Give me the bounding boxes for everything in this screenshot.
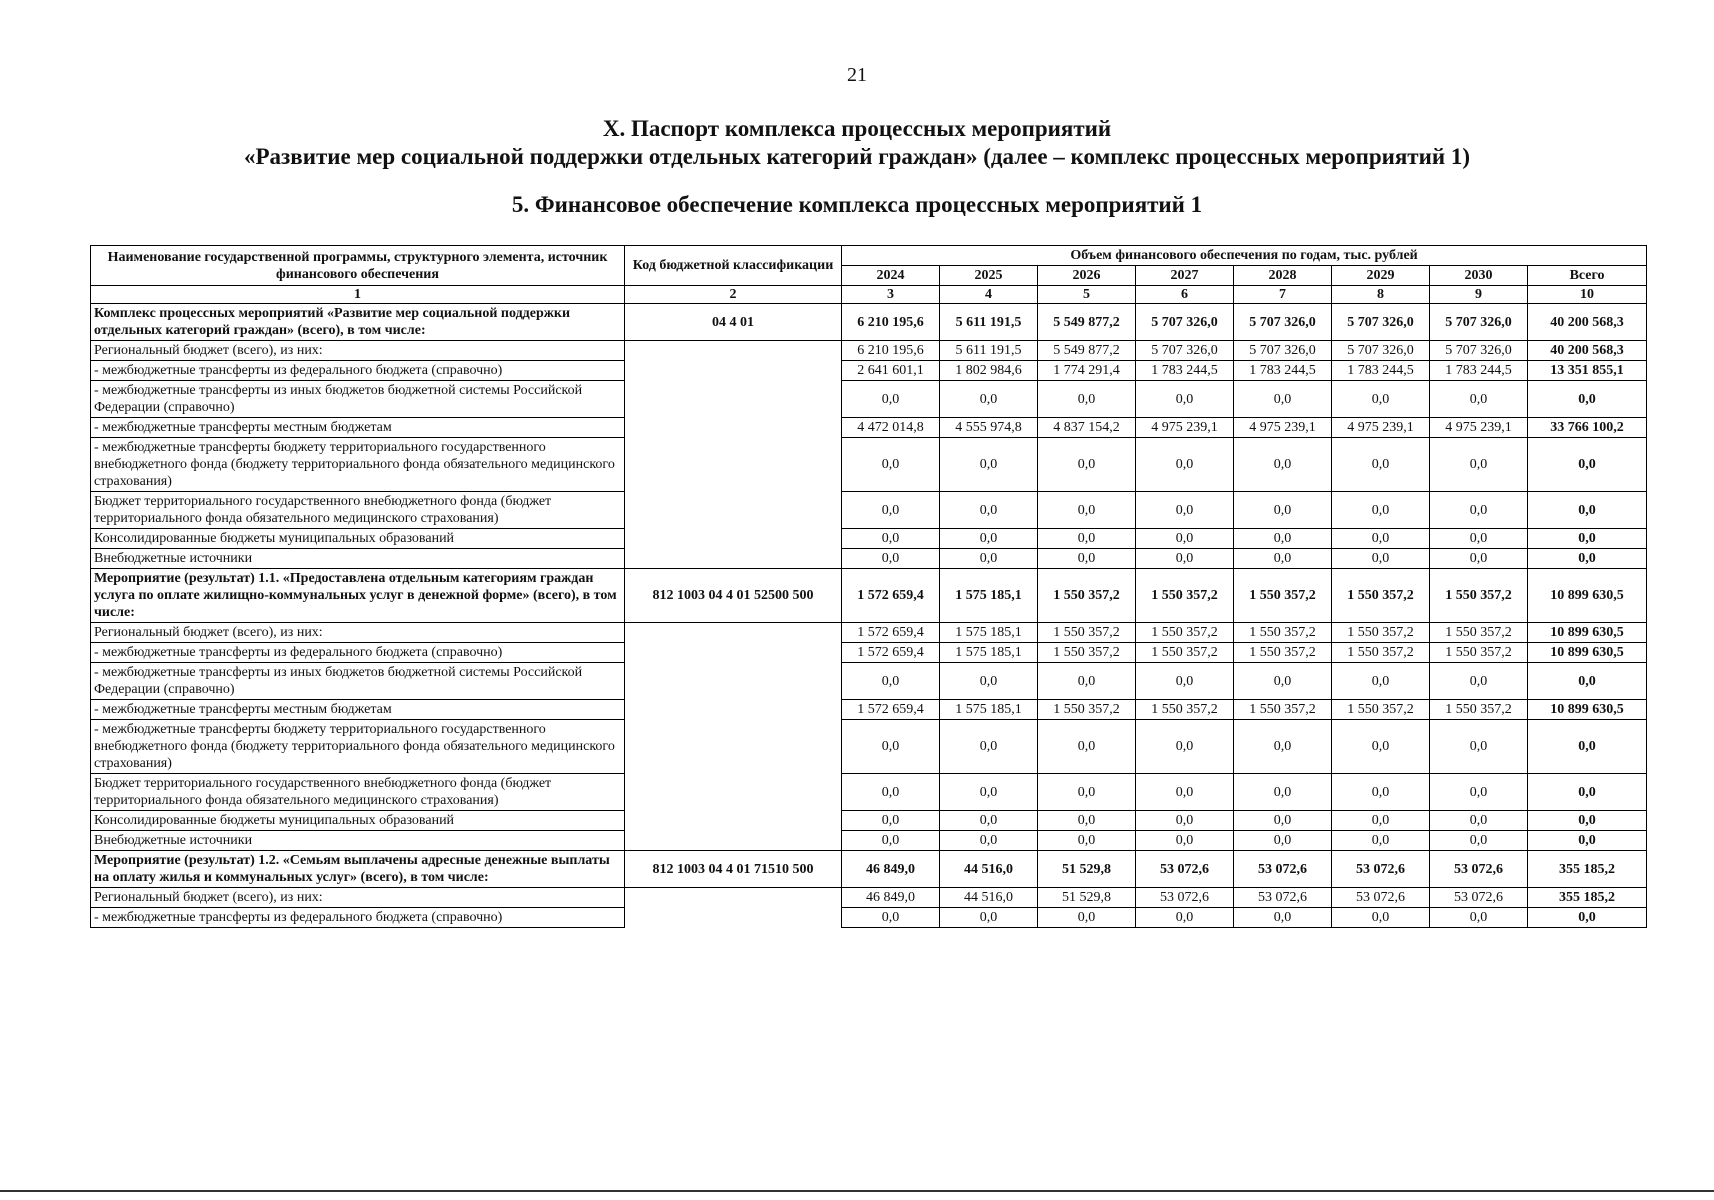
row-value: 0,0 bbox=[1430, 492, 1528, 529]
row-value: 0,0 bbox=[1136, 492, 1234, 529]
row-code bbox=[625, 438, 842, 492]
header-year: 2028 bbox=[1234, 266, 1332, 286]
row-total: 0,0 bbox=[1528, 831, 1647, 851]
row-value: 1 550 357,2 bbox=[1038, 623, 1136, 643]
row-value: 0,0 bbox=[842, 492, 940, 529]
row-total: 0,0 bbox=[1528, 908, 1647, 928]
row-total: 355 185,2 bbox=[1528, 851, 1647, 888]
row-value: 1 783 244,5 bbox=[1234, 361, 1332, 381]
row-value: 0,0 bbox=[1136, 831, 1234, 851]
table-row bbox=[91, 623, 1647, 643]
row-value: 0,0 bbox=[940, 831, 1038, 851]
table-row bbox=[91, 851, 1647, 888]
row-value: 0,0 bbox=[1136, 908, 1234, 928]
row-value: 0,0 bbox=[1136, 549, 1234, 569]
row-value: 1 783 244,5 bbox=[1332, 361, 1430, 381]
row-value: 1 550 357,2 bbox=[1234, 700, 1332, 720]
table-row bbox=[91, 831, 1647, 851]
table-row bbox=[91, 908, 1647, 928]
row-value: 0,0 bbox=[842, 908, 940, 928]
row-value: 1 550 357,2 bbox=[1234, 643, 1332, 663]
row-code bbox=[625, 700, 842, 720]
row-value: 4 975 239,1 bbox=[1234, 418, 1332, 438]
row-code bbox=[625, 908, 842, 928]
row-total: 0,0 bbox=[1528, 774, 1647, 811]
table-row bbox=[91, 888, 1647, 908]
row-code bbox=[625, 663, 842, 700]
table-row bbox=[91, 549, 1647, 569]
row-value: 0,0 bbox=[1234, 381, 1332, 418]
row-value: 6 210 195,6 bbox=[842, 341, 940, 361]
table-row bbox=[91, 341, 1647, 361]
row-value: 0,0 bbox=[940, 774, 1038, 811]
row-value: 0,0 bbox=[1430, 720, 1528, 774]
row-total: 33 766 100,2 bbox=[1528, 418, 1647, 438]
table-body bbox=[91, 304, 1647, 928]
column-number: 8 bbox=[1332, 286, 1430, 304]
row-value: 46 849,0 bbox=[842, 888, 940, 908]
row-value: 44 516,0 bbox=[940, 888, 1038, 908]
row-value: 5 611 191,5 bbox=[940, 304, 1038, 341]
row-value: 1 550 357,2 bbox=[1332, 569, 1430, 623]
row-value: 5 707 326,0 bbox=[1332, 341, 1430, 361]
finance-table bbox=[90, 245, 1647, 928]
row-value: 0,0 bbox=[1430, 438, 1528, 492]
row-code bbox=[625, 492, 842, 529]
row-value: 0,0 bbox=[842, 720, 940, 774]
row-value: 53 072,6 bbox=[1234, 888, 1332, 908]
row-value: 1 572 659,4 bbox=[842, 623, 940, 643]
table-row bbox=[91, 529, 1647, 549]
row-code bbox=[625, 811, 842, 831]
row-value: 1 550 357,2 bbox=[1038, 569, 1136, 623]
row-value: 1 550 357,2 bbox=[1332, 700, 1430, 720]
row-value: 5 707 326,0 bbox=[1430, 304, 1528, 341]
row-total: 10 899 630,5 bbox=[1528, 643, 1647, 663]
row-value: 0,0 bbox=[1332, 663, 1430, 700]
row-code bbox=[625, 831, 842, 851]
row-total: 0,0 bbox=[1528, 549, 1647, 569]
row-value: 0,0 bbox=[1038, 529, 1136, 549]
row-total: 0,0 bbox=[1528, 438, 1647, 492]
row-total: 0,0 bbox=[1528, 663, 1647, 700]
page-edge-line bbox=[0, 1190, 1714, 1192]
header-code: Код бюджетной классификации bbox=[625, 246, 842, 286]
row-value: 0,0 bbox=[1136, 438, 1234, 492]
header-year: 2027 bbox=[1136, 266, 1234, 286]
row-value: 0,0 bbox=[1234, 492, 1332, 529]
row-value: 0,0 bbox=[1234, 663, 1332, 700]
row-name: Региональный бюджет (всего), из них: bbox=[91, 888, 625, 908]
row-value: 4 975 239,1 bbox=[1332, 418, 1430, 438]
row-value: 1 783 244,5 bbox=[1430, 361, 1528, 381]
row-value: 1 802 984,6 bbox=[940, 361, 1038, 381]
row-value: 5 549 877,2 bbox=[1038, 304, 1136, 341]
header-year: 2030 bbox=[1430, 266, 1528, 286]
row-value: 5 611 191,5 bbox=[940, 341, 1038, 361]
row-code bbox=[625, 529, 842, 549]
row-value: 0,0 bbox=[1332, 831, 1430, 851]
row-name: Мероприятие (результат) 1.1. «Предоставлена отдельным категориям граждан услуга по оплате жилищно-коммунальных услуг в денежной форме» (всего), в том числе: bbox=[91, 569, 625, 623]
row-value: 53 072,6 bbox=[1332, 888, 1430, 908]
row-total: 0,0 bbox=[1528, 529, 1647, 549]
row-value: 0,0 bbox=[842, 529, 940, 549]
row-code: 04 4 01 bbox=[625, 304, 842, 341]
row-value: 0,0 bbox=[1430, 811, 1528, 831]
table-row bbox=[91, 811, 1647, 831]
row-value: 1 575 185,1 bbox=[940, 623, 1038, 643]
row-name: Региональный бюджет (всего), из них: bbox=[91, 341, 625, 361]
row-value: 0,0 bbox=[842, 438, 940, 492]
row-name: - межбюджетные трансферты из федерального бюджета (справочно) bbox=[91, 643, 625, 663]
row-value: 53 072,6 bbox=[1332, 851, 1430, 888]
page-number: 21 bbox=[847, 64, 867, 86]
row-value: 1 572 659,4 bbox=[842, 569, 940, 623]
row-code bbox=[625, 623, 842, 643]
row-name: Мероприятие (результат) 1.2. «Семьям выплачены адресные денежные выплаты на оплату жилья и коммунальных услуг» (всего), в том числе: bbox=[91, 851, 625, 888]
header-year: 2026 bbox=[1038, 266, 1136, 286]
row-value: 0,0 bbox=[1234, 720, 1332, 774]
row-value: 0,0 bbox=[940, 908, 1038, 928]
row-value: 5 707 326,0 bbox=[1136, 341, 1234, 361]
row-value: 1 550 357,2 bbox=[1430, 700, 1528, 720]
row-value: 1 550 357,2 bbox=[1234, 623, 1332, 643]
row-value: 0,0 bbox=[1234, 774, 1332, 811]
column-number: 3 bbox=[842, 286, 940, 304]
row-value: 0,0 bbox=[1234, 549, 1332, 569]
row-value: 1 550 357,2 bbox=[1136, 700, 1234, 720]
row-value: 5 707 326,0 bbox=[1234, 304, 1332, 341]
table-row bbox=[91, 700, 1647, 720]
row-value: 0,0 bbox=[1038, 908, 1136, 928]
row-value: 4 975 239,1 bbox=[1136, 418, 1234, 438]
row-value: 0,0 bbox=[842, 774, 940, 811]
row-value: 1 550 357,2 bbox=[1136, 623, 1234, 643]
row-code bbox=[625, 381, 842, 418]
table-row bbox=[91, 569, 1647, 623]
row-value: 0,0 bbox=[1234, 908, 1332, 928]
row-value: 0,0 bbox=[940, 720, 1038, 774]
row-value: 0,0 bbox=[1332, 529, 1430, 549]
row-value: 44 516,0 bbox=[940, 851, 1038, 888]
row-name: - межбюджетные трансферты из федерального бюджета (справочно) bbox=[91, 361, 625, 381]
row-value: 1 550 357,2 bbox=[1430, 623, 1528, 643]
column-number: 1 bbox=[91, 286, 625, 304]
row-value: 0,0 bbox=[1430, 381, 1528, 418]
column-number: 5 bbox=[1038, 286, 1136, 304]
row-value: 0,0 bbox=[842, 663, 940, 700]
row-value: 0,0 bbox=[1136, 381, 1234, 418]
row-name: - межбюджетные трансферты местным бюджетам bbox=[91, 418, 625, 438]
row-name: - межбюджетные трансферты из иных бюджетов бюджетной системы Российской Федерации (справочно) bbox=[91, 381, 625, 418]
row-value: 5 707 326,0 bbox=[1234, 341, 1332, 361]
row-value: 1 550 357,2 bbox=[1430, 569, 1528, 623]
row-name: - межбюджетные трансферты местным бюджетам bbox=[91, 700, 625, 720]
row-value: 0,0 bbox=[1038, 774, 1136, 811]
row-value: 6 210 195,6 bbox=[842, 304, 940, 341]
row-value: 53 072,6 bbox=[1136, 851, 1234, 888]
row-total: 40 200 568,3 bbox=[1528, 304, 1647, 341]
header-total: Всего bbox=[1528, 266, 1647, 286]
table-row bbox=[91, 720, 1647, 774]
row-value: 0,0 bbox=[1136, 720, 1234, 774]
row-value: 0,0 bbox=[940, 381, 1038, 418]
row-code bbox=[625, 643, 842, 663]
row-name: - межбюджетные трансферты из иных бюджетов бюджетной системы Российской Федерации (справочно) bbox=[91, 663, 625, 700]
row-value: 0,0 bbox=[842, 811, 940, 831]
table-row bbox=[91, 304, 1647, 341]
row-value: 1 550 357,2 bbox=[1234, 569, 1332, 623]
row-value: 0,0 bbox=[1430, 663, 1528, 700]
row-code bbox=[625, 418, 842, 438]
row-code bbox=[625, 341, 842, 361]
row-value: 0,0 bbox=[1430, 831, 1528, 851]
row-value: 1 783 244,5 bbox=[1136, 361, 1234, 381]
column-number: 9 bbox=[1430, 286, 1528, 304]
row-value: 53 072,6 bbox=[1234, 851, 1332, 888]
row-value: 0,0 bbox=[842, 549, 940, 569]
row-name: Внебюджетные источники bbox=[91, 831, 625, 851]
row-value: 0,0 bbox=[1234, 438, 1332, 492]
row-total: 13 351 855,1 bbox=[1528, 361, 1647, 381]
row-value: 1 774 291,4 bbox=[1038, 361, 1136, 381]
row-value: 4 975 239,1 bbox=[1430, 418, 1528, 438]
row-value: 0,0 bbox=[1038, 720, 1136, 774]
row-value: 1 575 185,1 bbox=[940, 700, 1038, 720]
row-total: 10 899 630,5 bbox=[1528, 623, 1647, 643]
row-value: 0,0 bbox=[1430, 529, 1528, 549]
table-row bbox=[91, 438, 1647, 492]
section-subtitle: «Развитие мер социальной поддержки отдельных категорий граждан» (далее – комплекс процессных мероприятий 1) bbox=[243, 144, 1471, 169]
row-value: 0,0 bbox=[1430, 774, 1528, 811]
row-total: 10 899 630,5 bbox=[1528, 569, 1647, 623]
row-value: 5 549 877,2 bbox=[1038, 341, 1136, 361]
row-value: 0,0 bbox=[1038, 831, 1136, 851]
row-value: 1 550 357,2 bbox=[1430, 643, 1528, 663]
row-code: 812 1003 04 4 01 52500 500 bbox=[625, 569, 842, 623]
header-name: Наименование государственной программы, структурного элемента, источник финансового обеспечения bbox=[91, 246, 625, 286]
row-value: 1 550 357,2 bbox=[1038, 643, 1136, 663]
row-value: 0,0 bbox=[940, 663, 1038, 700]
row-value: 0,0 bbox=[1332, 492, 1430, 529]
row-value: 4 555 974,8 bbox=[940, 418, 1038, 438]
row-value: 0,0 bbox=[1038, 663, 1136, 700]
row-value: 0,0 bbox=[940, 438, 1038, 492]
header-volume: Объем финансового обеспечения по годам, тыс. рублей bbox=[842, 246, 1647, 266]
row-name: - межбюджетные трансферты из федерального бюджета (справочно) bbox=[91, 908, 625, 928]
row-name: - межбюджетные трансферты бюджету территориального государственного внебюджетного фонда (бюджету территориального фонда обязательного медицинского страхования) bbox=[91, 720, 625, 774]
row-value: 0,0 bbox=[1038, 811, 1136, 831]
row-value: 51 529,8 bbox=[1038, 888, 1136, 908]
row-value: 4 472 014,8 bbox=[842, 418, 940, 438]
row-code bbox=[625, 774, 842, 811]
row-value: 2 641 601,1 bbox=[842, 361, 940, 381]
header-year: 2025 bbox=[940, 266, 1038, 286]
column-number: 10 bbox=[1528, 286, 1647, 304]
row-value: 0,0 bbox=[940, 492, 1038, 529]
row-name: - межбюджетные трансферты бюджету территориального государственного внебюджетного фонда (бюджету территориального фонда обязательного медицинского страхования) bbox=[91, 438, 625, 492]
row-value: 1 550 357,2 bbox=[1332, 643, 1430, 663]
row-name: Комплекс процессных мероприятий «Развитие мер социальной поддержки отдельных категорий граждан» (всего), в том числе: bbox=[91, 304, 625, 341]
row-code bbox=[625, 361, 842, 381]
row-code bbox=[625, 888, 842, 908]
table-title: 5. Финансовое обеспечение комплекса процессных мероприятий 1 bbox=[511, 192, 1203, 217]
row-name: Внебюджетные источники bbox=[91, 549, 625, 569]
row-value: 1 550 357,2 bbox=[1136, 569, 1234, 623]
row-value: 53 072,6 bbox=[1430, 888, 1528, 908]
row-value: 5 707 326,0 bbox=[1332, 304, 1430, 341]
row-value: 0,0 bbox=[1038, 492, 1136, 529]
table-row bbox=[91, 663, 1647, 700]
row-value: 0,0 bbox=[1430, 549, 1528, 569]
row-value: 0,0 bbox=[1038, 438, 1136, 492]
row-value: 1 550 357,2 bbox=[1332, 623, 1430, 643]
row-total: 40 200 568,3 bbox=[1528, 341, 1647, 361]
row-value: 0,0 bbox=[842, 831, 940, 851]
row-value: 0,0 bbox=[1136, 774, 1234, 811]
row-value: 0,0 bbox=[1038, 381, 1136, 418]
row-total: 0,0 bbox=[1528, 492, 1647, 529]
row-value: 0,0 bbox=[1332, 908, 1430, 928]
row-value: 1 575 185,1 bbox=[940, 569, 1038, 623]
row-value: 1 575 185,1 bbox=[940, 643, 1038, 663]
table-row bbox=[91, 492, 1647, 529]
row-value: 1 572 659,4 bbox=[842, 700, 940, 720]
row-value: 0,0 bbox=[1234, 529, 1332, 549]
row-value: 5 707 326,0 bbox=[1136, 304, 1234, 341]
row-value: 0,0 bbox=[940, 811, 1038, 831]
header-year: 2029 bbox=[1332, 266, 1430, 286]
row-value: 0,0 bbox=[842, 381, 940, 418]
row-code: 812 1003 04 4 01 71510 500 bbox=[625, 851, 842, 888]
table-row bbox=[91, 381, 1647, 418]
row-value: 46 849,0 bbox=[842, 851, 940, 888]
row-total: 0,0 bbox=[1528, 381, 1647, 418]
table-row bbox=[91, 361, 1647, 381]
row-value: 1 572 659,4 bbox=[842, 643, 940, 663]
row-value: 5 707 326,0 bbox=[1430, 341, 1528, 361]
row-name: Консолидированные бюджеты муниципальных образований bbox=[91, 811, 625, 831]
row-value: 0,0 bbox=[940, 529, 1038, 549]
row-value: 0,0 bbox=[1430, 908, 1528, 928]
row-value: 0,0 bbox=[1332, 720, 1430, 774]
row-total: 355 185,2 bbox=[1528, 888, 1647, 908]
table-row bbox=[91, 643, 1647, 663]
column-number-row bbox=[91, 286, 1647, 304]
table-row bbox=[91, 774, 1647, 811]
row-value: 0,0 bbox=[1136, 663, 1234, 700]
row-value: 0,0 bbox=[1332, 774, 1430, 811]
column-number: 2 bbox=[625, 286, 842, 304]
column-number: 4 bbox=[940, 286, 1038, 304]
table-row bbox=[91, 418, 1647, 438]
row-value: 0,0 bbox=[1332, 549, 1430, 569]
row-value: 4 837 154,2 bbox=[1038, 418, 1136, 438]
row-name: Региональный бюджет (всего), из них: bbox=[91, 623, 625, 643]
row-value: 0,0 bbox=[1136, 529, 1234, 549]
row-value: 0,0 bbox=[1038, 549, 1136, 569]
row-value: 0,0 bbox=[1136, 811, 1234, 831]
row-value: 0,0 bbox=[1332, 811, 1430, 831]
row-name: Бюджет территориального государственного внебюджетного фонда (бюджет территориального фонда обязательного медицинского страхования) bbox=[91, 774, 625, 811]
row-value: 0,0 bbox=[940, 549, 1038, 569]
row-value: 1 550 357,2 bbox=[1136, 643, 1234, 663]
row-value: 53 072,6 bbox=[1430, 851, 1528, 888]
column-number: 7 bbox=[1234, 286, 1332, 304]
row-value: 53 072,6 bbox=[1136, 888, 1234, 908]
row-total: 0,0 bbox=[1528, 811, 1647, 831]
row-total: 0,0 bbox=[1528, 720, 1647, 774]
row-value: 0,0 bbox=[1234, 831, 1332, 851]
row-code bbox=[625, 549, 842, 569]
row-code bbox=[625, 720, 842, 774]
row-value: 1 550 357,2 bbox=[1038, 700, 1136, 720]
row-name: Консолидированные бюджеты муниципальных образований bbox=[91, 529, 625, 549]
row-value: 0,0 bbox=[1332, 381, 1430, 418]
row-value: 0,0 bbox=[1332, 438, 1430, 492]
column-number: 6 bbox=[1136, 286, 1234, 304]
row-value: 51 529,8 bbox=[1038, 851, 1136, 888]
row-total: 10 899 630,5 bbox=[1528, 700, 1647, 720]
header-year: 2024 bbox=[842, 266, 940, 286]
row-name: Бюджет территориального государственного внебюджетного фонда (бюджет территориального фонда обязательного медицинского страхования) bbox=[91, 492, 625, 529]
row-value: 0,0 bbox=[1234, 811, 1332, 831]
section-title: X. Паспорт комплекса процессных мероприятий bbox=[602, 116, 1112, 141]
